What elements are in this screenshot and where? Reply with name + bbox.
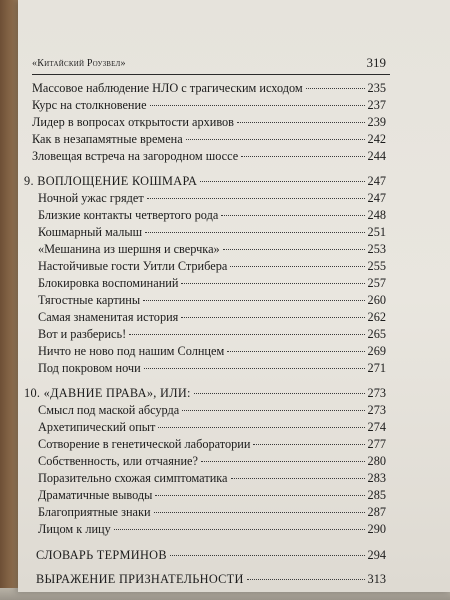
- toc-leader-dots: [150, 105, 365, 106]
- toc-leader-dots: [170, 555, 365, 556]
- toc-entry-title: Массовое наблюдение НЛО с трагическим исходом: [32, 81, 303, 95]
- toc-entry-page: 274: [367, 420, 386, 434]
- toc-leader-dots: [200, 181, 364, 182]
- toc-entry-title: Как в незапамятные времена: [32, 132, 183, 146]
- toc-entry: [38, 242, 386, 259]
- toc-entry-title: Поразительно схожая симптоматика: [38, 471, 228, 485]
- toc-entry-page: 269: [367, 344, 386, 358]
- toc-entry: [38, 420, 386, 437]
- toc-leader-dots: [194, 393, 365, 394]
- toc-entry-page: 271: [367, 361, 386, 375]
- toc-entry-page: 251: [367, 225, 386, 239]
- toc-entry: [38, 310, 386, 327]
- toc-entry: [38, 225, 386, 242]
- toc-entry: [32, 81, 386, 98]
- toc-entry-title: Близкие контакты четвертого рода: [38, 208, 219, 222]
- toc-leader-dots: [253, 444, 364, 445]
- toc-entry-page: 253: [367, 242, 386, 256]
- toc-entry-page: 244: [367, 149, 386, 163]
- toc-section: [36, 572, 386, 589]
- toc-entry-title: Тягостные картины: [38, 293, 141, 307]
- running-title: «Китайский Роузвел»: [32, 58, 126, 69]
- toc-leader-dots: [237, 122, 365, 123]
- toc-entry-page: 265: [367, 327, 386, 341]
- toc-entry-title: Ночной ужас грядет: [38, 191, 144, 205]
- toc-section: [36, 548, 386, 565]
- toc-entry-page: 273: [367, 403, 386, 417]
- toc-leader-dots: [221, 215, 364, 216]
- toc-entry: [38, 344, 386, 361]
- toc-leader-dots: [155, 495, 364, 496]
- toc-entry-title: «Мешанина из шершня и сверчка»: [38, 242, 220, 256]
- toc-entry-page: 239: [367, 115, 386, 129]
- toc-entry: [38, 454, 386, 471]
- toc-entry-title: Архетипический опыт: [38, 420, 156, 434]
- toc-leader-dots: [241, 156, 364, 157]
- toc-leader-dots: [247, 579, 365, 580]
- toc-entry-title: Вот и разберись!: [38, 327, 127, 341]
- toc-leader-dots: [129, 334, 364, 335]
- toc-entry-page: 283: [367, 471, 386, 485]
- toc-entry: [32, 149, 386, 166]
- toc-leader-dots: [231, 478, 365, 479]
- toc-entry-page: 273: [367, 386, 386, 400]
- toc-entry: [32, 98, 386, 115]
- toc-chapter: [24, 386, 386, 403]
- toc-entry-title: Благоприятные знаки: [38, 505, 151, 519]
- toc-entry-title: Лидер в вопросах открытости архивов: [32, 115, 234, 129]
- toc-entry-title: Блокировка воспоминаний: [38, 276, 179, 290]
- toc-chapter: [24, 174, 386, 191]
- toc-entry-page: 248: [367, 208, 386, 222]
- toc-entry-title: Драматичные выводы: [38, 488, 153, 502]
- toc-entry: [38, 361, 386, 378]
- toc-section-title: ВЫРАЖЕНИЕ ПРИЗНАТЕЛЬНОСТИ: [36, 572, 244, 586]
- toc-leader-dots: [181, 283, 364, 284]
- toc-entry: [38, 471, 386, 488]
- toc-entry-page: 262: [367, 310, 386, 324]
- toc-entry-page: 255: [367, 259, 386, 273]
- toc-leader-dots: [143, 300, 364, 301]
- toc-entry-page: 290: [367, 522, 386, 536]
- toc-entry-title: Настойчивые гости Уитли Стрибера: [38, 259, 228, 273]
- toc-leader-dots: [223, 249, 365, 250]
- toc-entry: [38, 437, 386, 454]
- toc-entry-page: 277: [367, 437, 386, 451]
- toc-leader-dots: [182, 410, 364, 411]
- toc-entry: [38, 488, 386, 505]
- toc-entry-page: 235: [367, 81, 386, 95]
- toc-leader-dots: [201, 461, 365, 462]
- toc-leader-dots: [147, 198, 365, 199]
- toc-leader-dots: [186, 139, 365, 140]
- toc-entry: [38, 327, 386, 344]
- toc-entry-title: Ничто не ново под нашим Солнцем: [38, 344, 225, 358]
- toc-entry-title: Лицом к лицу: [38, 522, 111, 536]
- toc-section-title: СЛОВАРЬ ТЕРМИНОВ: [36, 548, 167, 562]
- toc-entry-page: 285: [367, 488, 386, 502]
- toc-chapter-title: 10. «ДАВНИЕ ПРАВА», ИЛИ:: [24, 386, 191, 400]
- toc-entry: [32, 132, 386, 149]
- toc-entry-title: Курс на столкновение: [32, 98, 147, 112]
- toc-entry: [38, 522, 386, 539]
- running-head: [32, 52, 390, 75]
- toc-entry-title: Самая знаменитая история: [38, 310, 179, 324]
- toc-entry-title: Собственность, или отчаяние?: [38, 454, 198, 468]
- toc-entry-title: Кошмарный малыш: [38, 225, 143, 239]
- toc-entry: [38, 403, 386, 420]
- toc-entry-page: 247: [367, 174, 386, 188]
- toc-entry: [38, 191, 386, 208]
- toc-entry-page: 260: [367, 293, 386, 307]
- toc-chapter-title: 9. ВОПЛОЩЕНИЕ КОШМАРА: [24, 174, 198, 188]
- toc-entry: [38, 293, 386, 310]
- toc-leader-dots: [181, 317, 364, 318]
- toc-entry-title: Сотворение в генетической лаборатории: [38, 437, 251, 451]
- toc-entry-page: 280: [367, 454, 386, 468]
- toc-entry-title: Под покровом ночи: [38, 361, 141, 375]
- toc-entry: [32, 115, 386, 132]
- toc-leader-dots: [114, 529, 365, 530]
- page-number: 319: [366, 55, 386, 70]
- toc-leader-dots: [144, 368, 365, 369]
- toc-leader-dots: [154, 512, 365, 513]
- toc-leader-dots: [306, 88, 365, 89]
- toc-entry-page: 257: [367, 276, 386, 290]
- toc-entry: [38, 505, 386, 522]
- toc-entry: [38, 259, 386, 276]
- toc-entry-title: Смысл под маской абсурда: [38, 403, 180, 417]
- toc-entry: [38, 276, 386, 293]
- toc-entry-page: 242: [367, 132, 386, 146]
- toc-leader-dots: [158, 427, 364, 428]
- toc-entry-page: 294: [367, 548, 386, 562]
- toc-leader-dots: [227, 351, 364, 352]
- toc-entry-page: 313: [367, 572, 386, 586]
- toc-entry: [38, 208, 386, 225]
- toc-entry-page: 247: [367, 191, 386, 205]
- toc-leader-dots: [145, 232, 364, 233]
- toc-entry-page: 237: [367, 98, 386, 112]
- book-page: [18, 0, 450, 592]
- toc-leader-dots: [230, 266, 364, 267]
- toc-entry-title: Зловещая встреча на загородном шоссе: [32, 149, 239, 163]
- toc-entry-page: 287: [367, 505, 386, 519]
